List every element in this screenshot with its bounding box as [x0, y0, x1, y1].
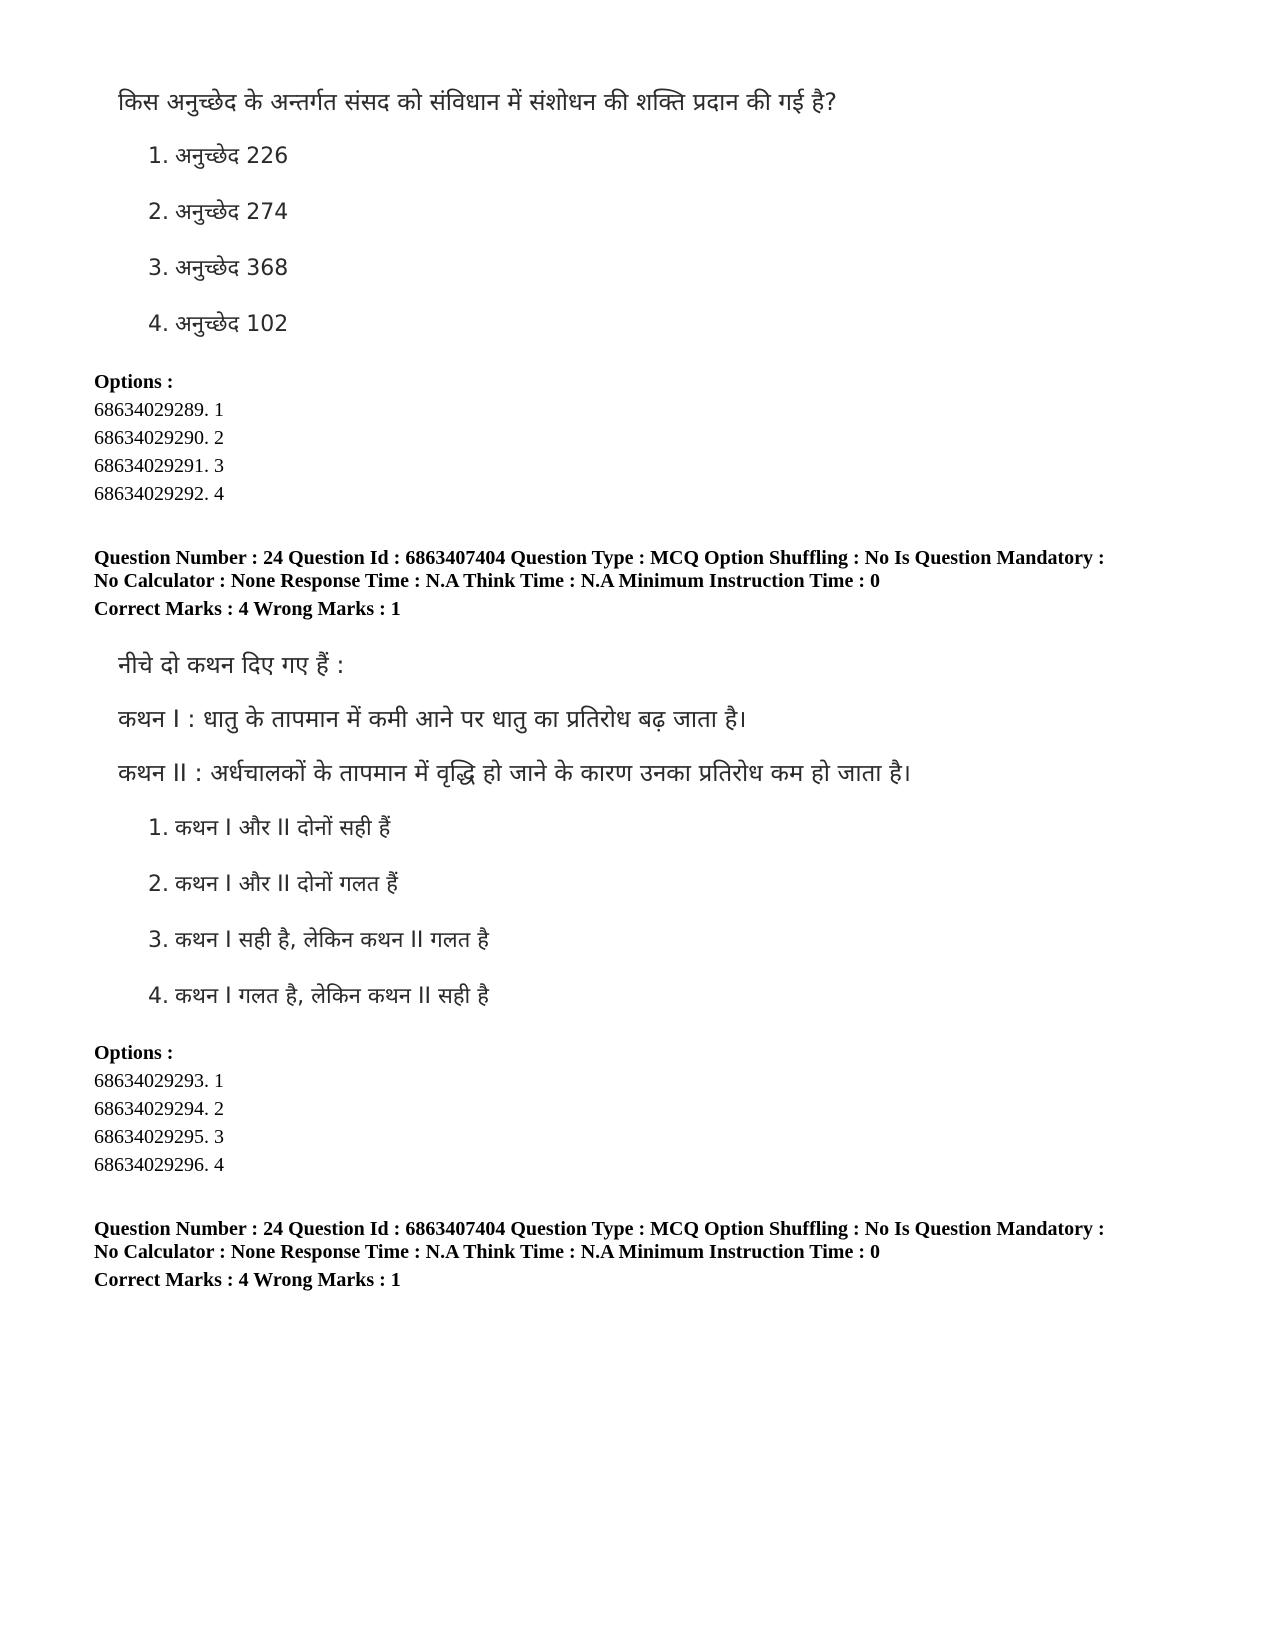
choice-number: 1.: [148, 144, 169, 169]
q24-choice-2: [148, 874, 398, 896]
choice-number: 3.: [148, 256, 169, 281]
choice-number: 2.: [148, 872, 169, 897]
q24-intro-text: नीचे दो कथन दिए गए हैं :: [118, 651, 345, 679]
q24-option-id-1: 68634029293. 1: [94, 1070, 224, 1092]
q23-choice-1: [148, 146, 288, 168]
q23-option-id-3: 68634029291. 3: [94, 455, 224, 477]
meta1-line-3: Correct Marks : 4 Wrong Marks : 1: [94, 598, 401, 620]
q24-choice-4: [148, 986, 489, 1008]
q24-options-label: Options :: [94, 1042, 174, 1064]
q23-option-id-1: 68634029289. 1: [94, 399, 224, 421]
q24-option-id-3: 68634029295. 3: [94, 1126, 224, 1148]
meta1-line-2: No Calculator : None Response Time : N.A Think Time : N.A Minimum Instruction Time : 0: [94, 570, 880, 592]
choice-text: अनुच्छेद 226: [175, 144, 289, 169]
q23-choice-4: [148, 314, 288, 336]
q23-option-id-4: 68634029292. 4: [94, 483, 224, 505]
choice-number: 3.: [148, 928, 169, 953]
choice-text: अनुच्छेद 274: [175, 200, 289, 225]
meta2-line-3: Correct Marks : 4 Wrong Marks : 1: [94, 1269, 401, 1291]
choice-text: कथन I सही है, लेकिन कथन II गलत है: [175, 928, 489, 953]
q23-choice-2: [148, 202, 288, 224]
choice-text: कथन I गलत है, लेकिन कथन II सही है: [175, 984, 489, 1009]
q23-question-text: किस अनुच्छेद के अन्तर्गत संसद को संविधान में संशोधन की शक्ति प्रदान की गई है?: [118, 88, 837, 116]
q24-choice-1: [148, 818, 390, 840]
meta2-line-1: Question Number : 24 Question Id : 6863407404 Question Type : MCQ Option Shuffling : No Is Question Mandatory :: [94, 1218, 1105, 1240]
q24-statement-2: कथन II : अर्धचालकों के तापमान में वृद्धि हो जाने के कारण उनका प्रतिरोध कम हो जाता है।: [118, 759, 911, 787]
meta1-line-1: Question Number : 24 Question Id : 6863407404 Question Type : MCQ Option Shuffling : No Is Question Mandatory :: [94, 547, 1105, 569]
meta2-line-2: No Calculator : None Response Time : N.A Think Time : N.A Minimum Instruction Time : 0: [94, 1241, 880, 1263]
choice-text: कथन I और II दोनों गलत हैं: [175, 872, 398, 897]
q23-choice-3: [148, 258, 288, 280]
q24-option-id-4: 68634029296. 4: [94, 1154, 224, 1176]
q24-choice-3: [148, 930, 489, 952]
choice-number: 4.: [148, 984, 169, 1009]
choice-text: कथन I और II दोनों सही हैं: [175, 816, 391, 841]
q23-option-id-2: 68634029290. 2: [94, 427, 224, 449]
choice-text: अनुच्छेद 368: [175, 256, 289, 281]
choice-number: 4.: [148, 312, 169, 337]
q23-options-label: Options :: [94, 371, 174, 393]
choice-number: 1.: [148, 816, 169, 841]
q24-option-id-2: 68634029294. 2: [94, 1098, 224, 1120]
choice-number: 2.: [148, 200, 169, 225]
choice-text: अनुच्छेद 102: [175, 312, 289, 337]
q24-statement-1: कथन I : धातु के तापमान में कमी आने पर धातु का प्रतिरोध बढ़ जाता है।: [118, 705, 747, 733]
